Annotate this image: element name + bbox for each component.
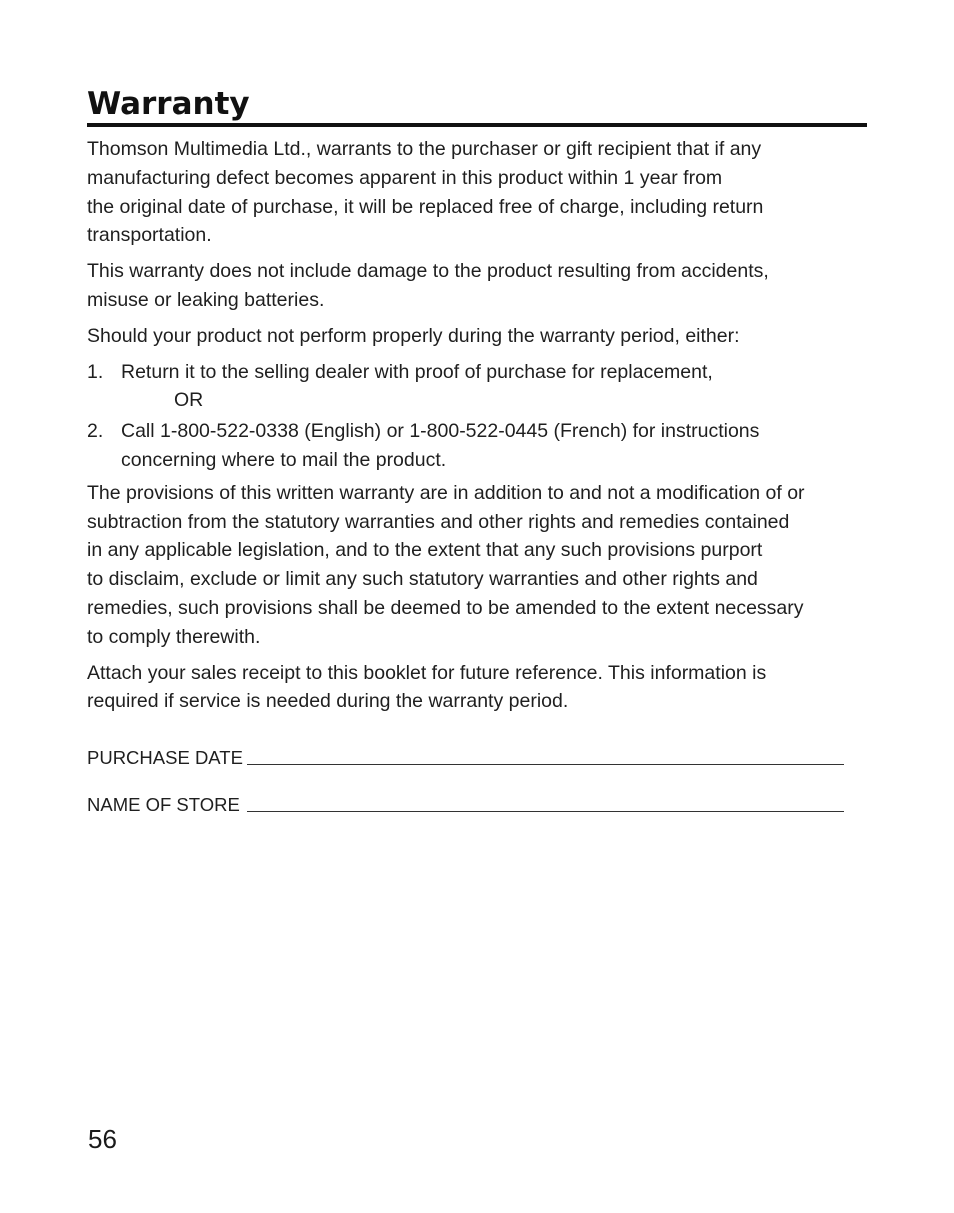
- warranty-instructions-paragraph: Should your product not perform properly during the warranty period, either:: [87, 324, 740, 347]
- list-item-text-continued: concerning where to mail the product.: [121, 448, 447, 471]
- list-item-number: 2.: [87, 420, 104, 443]
- warranty-page: [87, 84, 867, 818]
- purchase-date-field[interactable]: [247, 744, 844, 765]
- list-item-number: 1.: [87, 360, 104, 383]
- purchase-date-label: PURCHASE DATE: [87, 747, 243, 769]
- list-item: [87, 417, 867, 475]
- page-title: Warranty: [87, 86, 250, 122]
- statutory-rights-paragraph: The provisions of this written warranty are in addition to and not a modification of or subtraction from the statutory warranties and other rights and remedies contained in any applicable legislation, and to the extent that any such provisions purport to disclaim, exclude or limit any such statutory warranties and other rights and remedies, such provisions shall be deemed to be amended to the extent necessary to comply therewith.: [87, 481, 805, 648]
- name-of-store-field[interactable]: [247, 791, 844, 812]
- list-item-text: Return it to the selling dealer with proof of purchase for replacement,: [121, 360, 713, 383]
- name-of-store-row: [87, 785, 867, 818]
- name-of-store-label: NAME OF STORE: [87, 794, 240, 816]
- list-item: [87, 358, 867, 416]
- receipt-reminder-paragraph: Attach your sales receipt to this booklet for future reference. This information is required if service is needed during the warranty period.: [87, 661, 767, 713]
- warranty-options-list: [87, 358, 867, 475]
- warranty-exclusions-paragraph: This warranty does not include damage to the product resulting from accidents, misuse or leaking batteries.: [87, 260, 769, 311]
- purchase-date-row: [87, 738, 867, 771]
- list-item-text: Call 1-800-522-0338 (English) or 1-800-522-0445 (French) for instructions: [121, 420, 760, 443]
- list-item-or: OR: [174, 389, 204, 412]
- warranty-intro-paragraph: Thomson Multimedia Ltd., warrants to the purchaser or gift recipient that if any manufacturing defect becomes apparent in this product within 1 year from the original date of purchase, it will be replaced free of charge, including return transportation.: [87, 138, 764, 247]
- page-number: 56: [88, 1124, 117, 1154]
